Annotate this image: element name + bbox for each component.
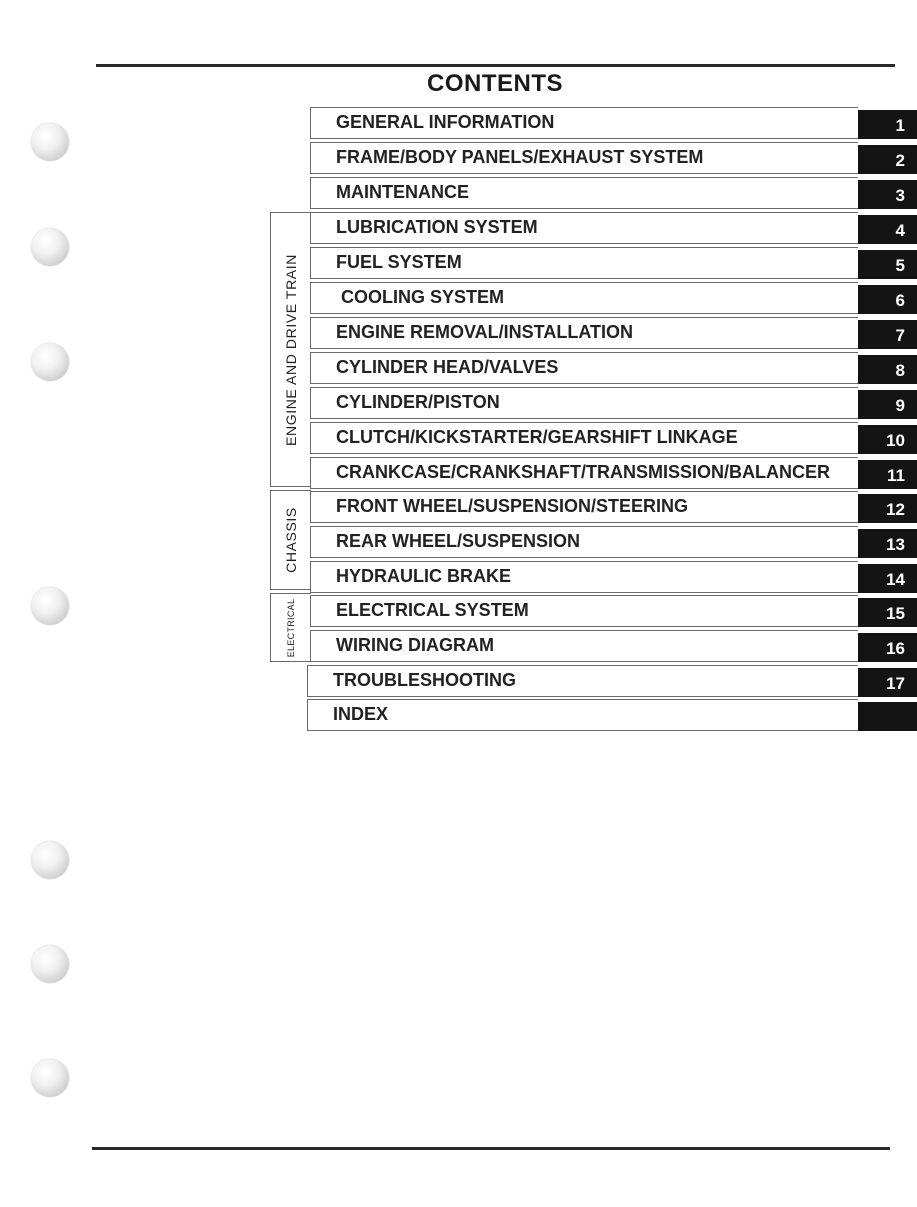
toc-label: CYLINDER/PISTON — [336, 392, 500, 412]
toc-label: HYDRAULIC BRAKE — [336, 566, 511, 586]
toc-row-crankcase[interactable] — [0, 457, 917, 489]
toc-row-maintenance[interactable] — [0, 177, 917, 209]
toc-row-cooling-system[interactable] — [0, 282, 917, 314]
bottom-rule — [92, 1147, 890, 1150]
toc-entry-box — [310, 177, 858, 209]
section-tab[interactable]: 1 — [858, 110, 917, 139]
toc-row-general-information[interactable] — [0, 107, 917, 139]
toc-label: MAINTENANCE — [336, 182, 469, 202]
toc-entry-box — [310, 457, 858, 489]
section-tab[interactable]: 5 — [858, 250, 917, 279]
toc-label: ELECTRICAL SYSTEM — [336, 600, 529, 620]
toc-entry-box — [310, 595, 858, 627]
toc-row-troubleshooting[interactable] — [0, 665, 917, 697]
section-tab[interactable]: 8 — [858, 355, 917, 384]
toc-row-engine-removal[interactable] — [0, 317, 917, 349]
toc-label: COOLING SYSTEM — [341, 287, 505, 307]
binder-hole-icon — [31, 1059, 69, 1097]
toc-row-lubrication[interactable] — [0, 212, 917, 244]
toc-row-index[interactable] — [0, 699, 917, 731]
toc-label: CYLINDER HEAD/VALVES — [336, 357, 559, 377]
section-tab[interactable]: 14 — [858, 564, 917, 593]
toc-entry-box — [307, 665, 858, 697]
toc-label: FRAME/BODY PANELS/EXHAUST SYSTEM — [336, 147, 704, 167]
toc-entry-box — [310, 422, 858, 454]
binder-hole-icon — [31, 945, 69, 983]
toc-entry-box — [310, 247, 858, 279]
toc-entry-box — [310, 282, 858, 314]
toc-label: WIRING DIAGRAM — [336, 635, 494, 655]
toc-label: LUBRICATION SYSTEM — [336, 217, 538, 237]
toc-entry-box — [307, 699, 858, 731]
binder-hole-icon — [31, 841, 69, 879]
toc-entry-box — [310, 142, 858, 174]
section-tab[interactable]: 12 — [858, 494, 917, 523]
section-tab[interactable]: 16 — [858, 633, 917, 662]
toc-row-electrical-system[interactable] — [0, 595, 917, 627]
toc-entry-box — [310, 107, 858, 139]
toc-label: CLUTCH/KICKSTARTER/GEARSHIFT LINKAGE — [336, 427, 738, 447]
toc-row-rear-wheel[interactable] — [0, 526, 917, 558]
toc-label: INDEX — [333, 704, 389, 724]
top-rule — [96, 64, 895, 67]
section-tab[interactable]: 11 — [858, 460, 917, 489]
toc-entry-box — [310, 526, 858, 558]
toc-label: TROUBLESHOOTING — [333, 670, 516, 690]
toc-label: ENGINE REMOVAL/INSTALLATION — [336, 322, 633, 342]
toc-label: REAR WHEEL/SUSPENSION — [336, 531, 581, 551]
toc-row-front-wheel[interactable] — [0, 491, 917, 523]
toc-row-fuel-system[interactable] — [0, 247, 917, 279]
toc-row-cylinder-head[interactable] — [0, 352, 917, 384]
page-title: CONTENTS — [427, 70, 563, 97]
toc-entry-box — [310, 561, 858, 593]
toc-row-wiring-diagram[interactable] — [0, 630, 917, 662]
section-tab[interactable]: 6 — [858, 285, 917, 314]
section-tab[interactable]: 2 — [858, 145, 917, 174]
toc-label: FUEL SYSTEM — [336, 252, 462, 272]
toc-entry-box — [310, 352, 858, 384]
toc-label: GENERAL INFORMATION — [336, 112, 555, 132]
group-label-engine: ENGINE AND DRIVE TRAIN — [283, 253, 299, 446]
toc-label: FRONT WHEEL/SUSPENSION/STEERING — [336, 496, 689, 516]
section-tab[interactable]: 17 — [858, 668, 917, 697]
section-tab[interactable]: 4 — [858, 215, 917, 244]
toc-entry-box — [310, 491, 858, 523]
group-label-electrical: ELECTRICAL — [286, 598, 296, 657]
section-tab[interactable]: 9 — [858, 390, 917, 419]
section-tab[interactable]: 3 — [858, 180, 917, 209]
section-tab[interactable]: 15 — [858, 598, 917, 627]
toc-entry-box — [310, 212, 858, 244]
group-label-chassis: CHASSIS — [283, 507, 299, 573]
toc-label: CRANKCASE/CRANKSHAFT/TRANSMISSION/BALANCER — [336, 462, 830, 482]
section-tab[interactable]: 10 — [858, 425, 917, 454]
toc-row-hydraulic-brake[interactable] — [0, 561, 917, 593]
toc-row-clutch[interactable] — [0, 422, 917, 454]
toc-entry-box — [310, 387, 858, 419]
section-tab[interactable]: 7 — [858, 320, 917, 349]
toc-row-cylinder-piston[interactable] — [0, 387, 917, 419]
toc-entry-box — [310, 317, 858, 349]
toc-entry-box — [310, 630, 858, 662]
section-tab[interactable] — [858, 702, 917, 731]
section-tab[interactable]: 13 — [858, 529, 917, 558]
toc-row-frame-body[interactable] — [0, 142, 917, 174]
